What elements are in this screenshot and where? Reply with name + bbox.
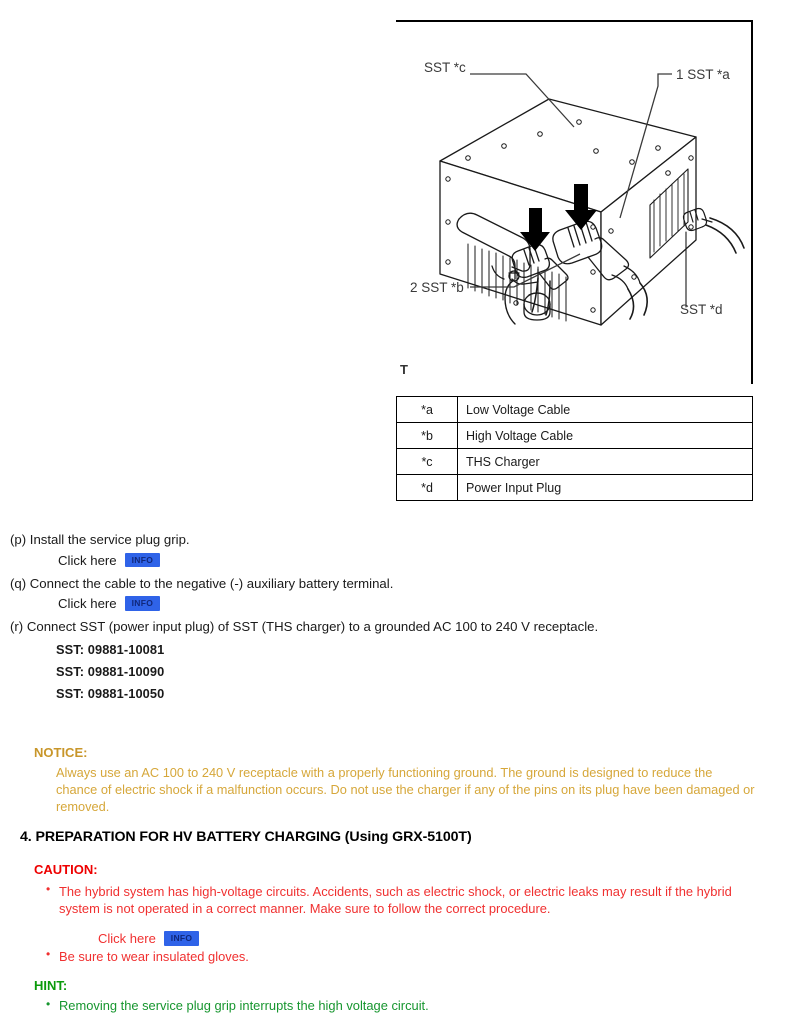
info-badge[interactable]: INFO [164,931,200,946]
sst-number: SST: 09881-10090 [56,663,165,679]
caution-click-row[interactable] [0,931,789,946]
legend-value: Power Input Plug [458,475,753,501]
step-p-click-row[interactable] [0,553,789,568]
legend-key: *b [397,423,458,449]
list-item: • Be sure to wear insulated gloves. [46,948,769,965]
step-q-text: (q) Connect the cable to the negative (-) auxiliary battery terminal. [10,575,394,591]
notice-title: NOTICE: [34,745,88,760]
step-r-text: (r) Connect SST (power input plug) of SST (THS charger) to a grounded AC 100 to 240 V receptacle. [10,619,599,634]
legend-value: Low Voltage Cable [458,397,753,423]
notice-body: Always use an AC 100 to 240 V receptacle with a properly functioning ground. The ground is designed to reduce the chance of electric shock if a malfunction occurs. Do not use the charger if any of the pins on its plug have been damaged or removed. [56,765,755,814]
legend-key: *d [397,475,458,501]
step-q-click-row[interactable] [0,596,789,611]
figure-panel [396,20,753,384]
table-row [397,475,753,501]
click-here-label: Click here [58,596,117,611]
legend-value: THS Charger [458,449,753,475]
sst-number: SST: 09881-10050 [56,685,165,701]
notice-block [0,745,789,816]
table-row [397,449,753,475]
caution-title: CAUTION: [34,862,98,877]
callout-label-sst-b: 2 SST *b [410,280,464,295]
procedure-steps [0,532,789,708]
click-here-label: Click here [98,931,156,947]
callout-label-sst-a: 1 SST *a [676,67,730,82]
list-item: • The hybrid system has high-voltage circuits. Accidents, such as electric shock, or electric leaks may result if the hybrid system is not operated in a correct manner. Make sure to follow the correct procedure. [46,883,769,917]
legend-value: High Voltage Cable [458,423,753,449]
table-row [397,397,753,423]
caution-list [0,883,789,917]
sst-number-list [0,642,789,701]
sst-number: SST: 09881-10081 [56,641,165,657]
hint-block [0,978,789,1015]
ths-charger-illustration [396,22,753,384]
hint-title: HINT: [34,978,68,993]
info-badge[interactable]: INFO [125,553,161,568]
list-item: • Removing the service plug grip interrupts the high voltage circuit. [46,998,769,1015]
figure-corner-mark: T [400,362,408,377]
page-title: 4. PREPARATION FOR HV BATTERY CHARGING (Using GRX-5100T) [20,829,472,845]
caution-list-2 [0,948,789,965]
callout-label-sst-d: SST *d [680,302,723,317]
info-badge[interactable]: INFO [125,596,161,611]
caution-block [0,862,789,967]
legend-key: *c [397,449,458,475]
legend-key: *a [397,397,458,423]
step-p-text: (p) Install the service plug grip. [10,532,190,547]
legend-table [396,396,753,501]
click-here-label: Click here [58,552,117,568]
table-row [397,423,753,449]
hint-list [0,998,789,1015]
callout-label-sst-c: SST *c [424,60,466,75]
